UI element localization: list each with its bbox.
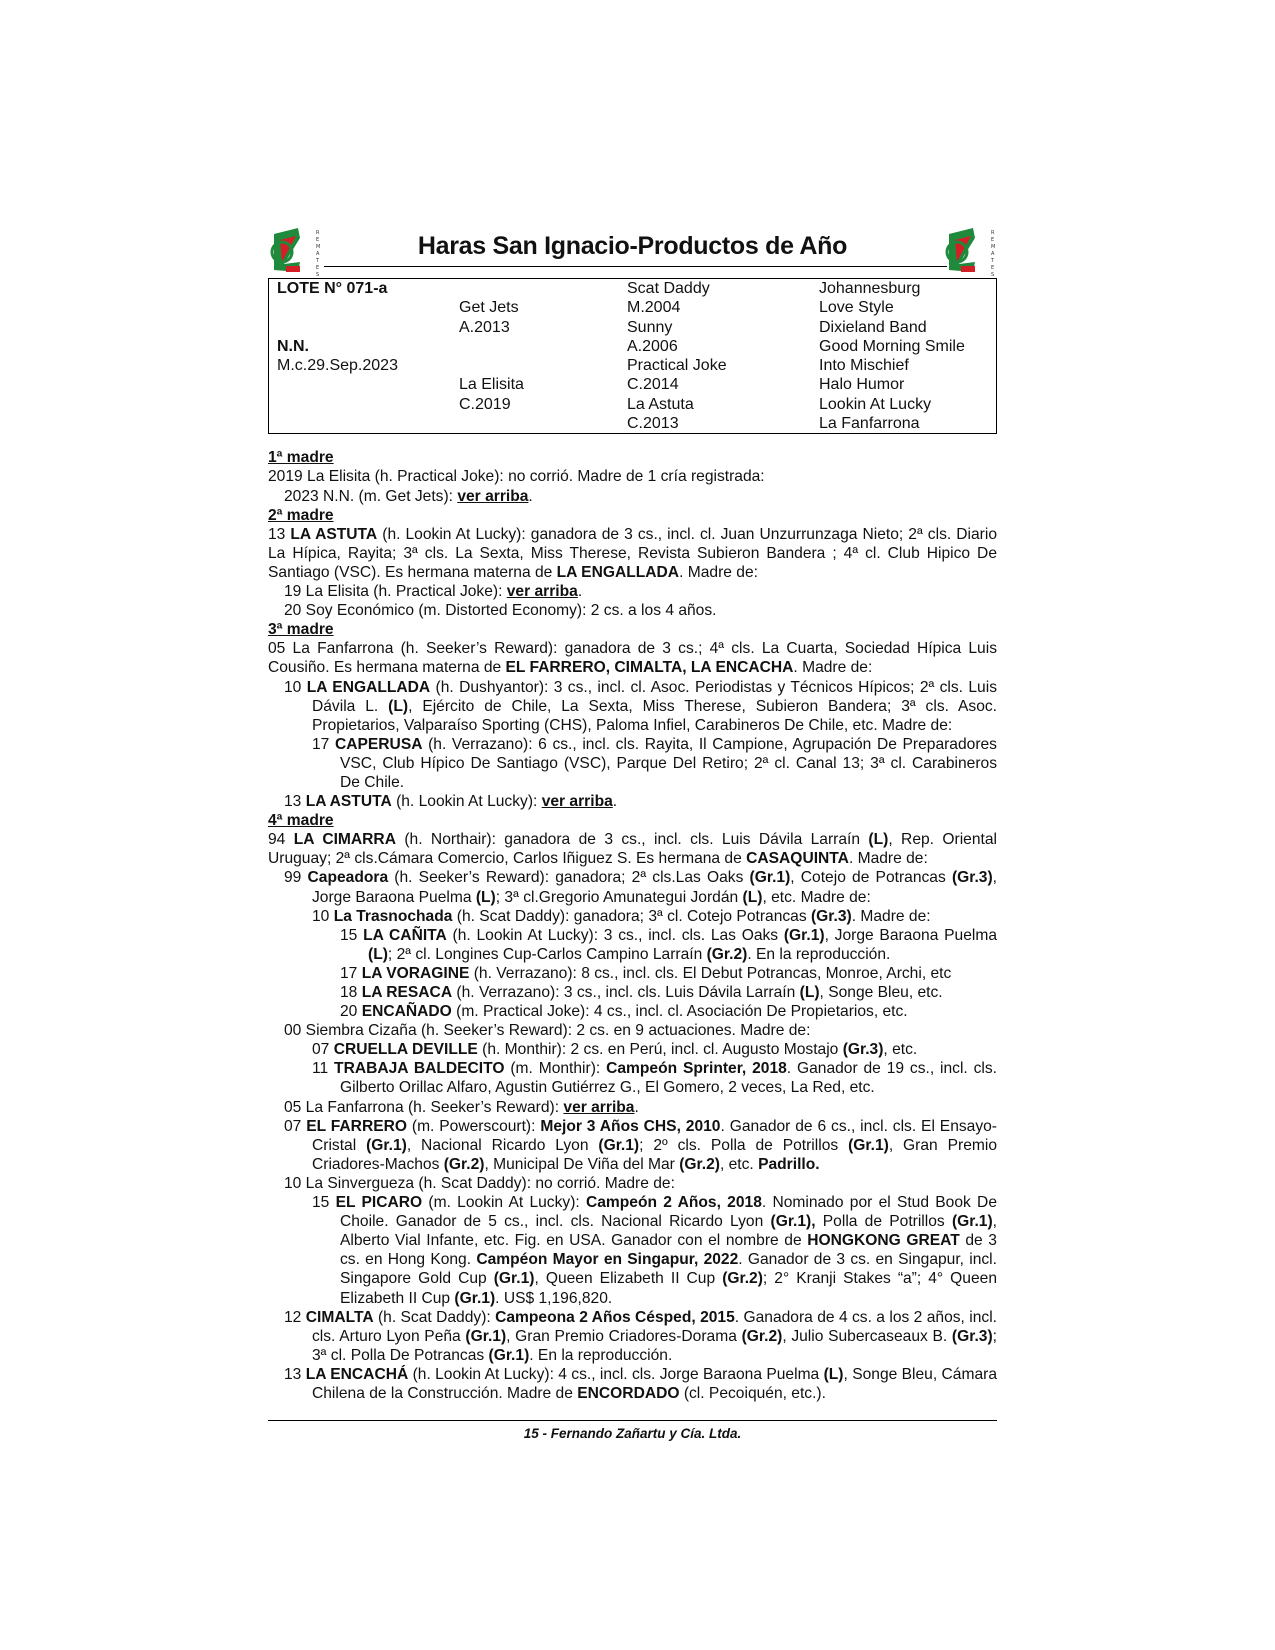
grandparent: Scat Daddy — [627, 280, 710, 297]
section-heading-1: 1ª madre — [268, 449, 334, 467]
great-grandparent: Good Morning Smile — [819, 337, 965, 355]
record-line: 13 LA ASTUTA (h. Lookin At Lucky): ver arriba. — [284, 793, 618, 811]
grandparent-year: C.2013 — [627, 415, 679, 433]
record-line: 94 LA CIMARRA (h. Northair): ganadora de 3 cs., incl. cls. Luis Dávila Larraín (L), Rep. Oriental Uruguay; 2ª cls.Cámara Comercio, Carlos Iñiguez S. Es hermana de CASAQUINTA. Madre de: — [268, 831, 997, 868]
record-line: 07 EL FARRERO (m. Powerscourt): Mejor 3 Años CHS, 2010. Ganador de 6 cs., incl. cls. El Ensayo-Cristal (Gr.1), Nacional Ricardo Lyon (Gr.1); 2º cls. Polla de Potrillos (Gr.1), Gran Premio Criadores-Machos (Gr.2), Municipal De Viña del Mar (Gr.2), etc. Padrillo. — [284, 1117, 997, 1173]
remates-logo — [270, 226, 322, 278]
svg-text:R: R — [991, 230, 995, 236]
pedigree-table — [268, 278, 997, 434]
record-line: 05 La Fanfarrona (h. Seeker’s Reward): ganadora de 3 cs.; 4ª cls. La Cuarta, Sociedad Hípica Luis Cousiño. Es hermana materna de EL FARRERO, CIMALTA, LA ENCACHA. Madre de: — [268, 640, 997, 677]
record-line: 20 Soy Económico (m. Distorted Economy): 2 cs. a los 4 años. — [284, 602, 717, 620]
page-footer: 15 - Fernando Zañartu y Cía. Ltda. — [523, 1426, 742, 1441]
grandparent-year: A.2006 — [627, 337, 678, 355]
great-grandparent: Dixieland Band — [819, 318, 927, 336]
grandparent: La Astuta — [627, 395, 694, 413]
record-line: 10 La Sinvergueza (h. Scat Daddy): no corrió. Madre de: — [284, 1174, 675, 1192]
svg-text:A: A — [991, 251, 995, 257]
svg-text:R: R — [316, 230, 320, 236]
page-title: Haras San Ignacio-Productos de Año — [417, 232, 848, 260]
dam-name: La Elisita — [459, 376, 524, 394]
svg-text:E: E — [316, 265, 320, 271]
record-line: 15 EL PICARO (m. Lookin At Lucky): Campeón 2 Años, 2018. Nominado por el Stud Book De Choile. Ganador de 5 cs., incl. cls. Nacional Ricardo Lyon (Gr.1), Polla de Potrillos (Gr.1), Alberto Vial Infante, etc. Fig. en USA. Ganador con el nombre de HONGKONG GREAT de 3 cs. en Hong Kong. Campéon Mayor en Singapur, 2022. Ganador de 3 cs. en Singapur, incl. Singapore Gold Cup (Gr.1), Queen Elizabeth II Cup (Gr.2); 2° Kranji Stakes “a”; 4° Queen Elizabeth II Cup (Gr.1). US$ 1,196,820. — [312, 1194, 998, 1307]
header — [268, 222, 997, 278]
record-line: 2023 N.N. (m. Get Jets): ver arriba. — [284, 487, 533, 505]
great-grandparent: Johannesburg — [819, 280, 921, 297]
section-heading-2: 2ª madre — [268, 506, 334, 524]
pedigree-col-4 — [819, 279, 996, 433]
grandparent-year: C.2014 — [627, 376, 679, 394]
record-line: 10 La Trasnochada (h. Scat Daddy): ganadora; 3ª cl. Cotejo Potrancas (Gr.3). Madre de: — [312, 907, 931, 925]
record-line: 13 LA ASTUTA (h. Lookin At Lucky): ganadora de 3 cs., incl. cl. Juan Unzurrunzaga Nieto; 2ª cls. Diario La Hípica, Rayita; 3ª cls. La Sexta, Miss Therese, Revista Subieron Bandera ; 4ª cl. Club Hipico De Santiago (VSC). Es hermana materna de LA ENGALLADA. Madre de: — [268, 525, 997, 581]
svg-text:A: A — [316, 251, 320, 257]
dam-year: C.2019 — [459, 395, 511, 413]
title-rule — [324, 266, 947, 267]
record-line: 10 LA ENGALLADA (h. Dushyantor): 3 cs., incl. cl. Asoc. Periodistas y Técnicos Hípicos; 2ª cls. Luis Dávila L. (L), Ejército de Chile, La Sexta, Miss Therese, Subieron Bandera; 3ª cls. Asoc. Propietarios, Valparaíso Sporting (CHS), Paloma Infiel, Carabineros De Chile, etc. Madre de: — [284, 678, 997, 734]
sire-year: A.2013 — [459, 318, 510, 336]
svg-text:T: T — [316, 258, 320, 264]
record-line: 12 CIMALTA (h. Scat Daddy): Campeona 2 Años Césped, 2015. Ganadora de 4 cs. a los 2 años, incl. cls. Arturo Lyon Peña (Gr.1), Gran Premio Criadores-Dorama (Gr.2), Julio Subercaseaux B. (Gr.3); 3ª cl. Polla De Potrancas (Gr.1). En la reproducción. — [284, 1308, 997, 1364]
record-line: 2019 La Elisita (h. Practical Joke): no corrió. Madre de 1 cría registrada: — [268, 468, 765, 486]
record-line: 15 LA CAÑITA (h. Lookin At Lucky): 3 cs., incl. cls. Las Oaks (Gr.1), Jorge Baraona Puelma (L); 2ª cl. Longines Cup-Carlos Campino Larraín (Gr.2). En la reproducción. — [340, 926, 997, 963]
great-grandparent: Into Mischief — [819, 357, 909, 375]
page — [268, 222, 997, 1403]
grandparent-year: M.2004 — [627, 299, 681, 317]
remates-logo — [945, 226, 997, 278]
great-grandparent: Love Style — [819, 299, 894, 317]
section-heading-4: 4ª madre — [268, 812, 334, 830]
svg-text:T: T — [991, 258, 995, 264]
record-line: 17 CAPERUSA (h. Verrazano): 6 cs., incl. cls. Rayita, Il Campione, Agrupación De Preparadores VSC, Club Hípico De Santiago (VSC), Parque Del Retiro; 2ª cl. Canal 13; 3ª cl. Carabineros De Chile. — [312, 735, 997, 791]
record-line: 20 ENCAÑADO (m. Practical Joke): 4 cs., incl. cl. Asociación De Propietarios, etc. — [340, 1003, 908, 1021]
record-line: 07 CRUELLA DEVILLE (h. Monthir): 2 cs. en Perú, incl. cl. Augusto Mostajo (Gr.3), etc. — [312, 1041, 918, 1059]
great-grandparent: Halo Humor — [819, 376, 905, 394]
section-heading-3: 3ª madre — [268, 621, 334, 639]
svg-text:M: M — [991, 244, 996, 250]
great-grandparent: La Fanfarrona — [819, 415, 920, 433]
svg-text:M: M — [316, 244, 321, 250]
pedigree-col-3 — [627, 279, 819, 433]
record-line: 13 LA ENCACHÁ (h. Lookin At Lucky): 4 cs., incl. cls. Jorge Baraona Puelma (L), Songe Bleu, Cámara Chilena de la Construcción. Madre de ENCORDADO (cl. Pecoiquén, etc.). — [284, 1365, 997, 1402]
footer-rule — [268, 1420, 997, 1421]
sire-name: Get Jets — [459, 299, 519, 317]
grandparent: Sunny — [627, 318, 673, 336]
produce-record — [268, 448, 997, 1403]
svg-text:E: E — [991, 237, 995, 243]
svg-text:E: E — [991, 265, 995, 271]
record-line: 11 TRABAJA BALDECITO (m. Monthir): Campeón Sprinter, 2018. Ganador de 19 cs., incl. cls. Gilberto Orillac Alfaro, Agustin Gutiérrez G., El Gomero, 2 veces, La Red, etc. — [312, 1060, 997, 1097]
record-line: 19 La Elisita (h. Practical Joke): ver arriba. — [284, 583, 583, 601]
svg-text:S: S — [991, 272, 995, 278]
record-line: 99 Capeadora (h. Seeker’s Reward): ganadora; 2ª cls.Las Oaks (Gr.1), Cotejo de Potrancas (Gr.3), Jorge Baraona Puelma (L); 3ª cl.Gregorio Amunategui Jordán (L), etc. Madre de: — [284, 869, 998, 906]
lote-number: LOTE N° 071-a — [277, 280, 388, 297]
great-grandparent: Lookin At Lucky — [819, 395, 932, 413]
pedigree-col-2 — [459, 279, 627, 433]
svg-text:S: S — [316, 272, 320, 278]
record-line: 17 LA VORAGINE (h. Verrazano): 8 cs., incl. cls. El Debut Potrancas, Monroe, Archi, etc — [340, 964, 952, 982]
pedigree-col-1 — [269, 279, 459, 433]
record-line: 05 La Fanfarrona (h. Seeker’s Reward): ver arriba. — [284, 1098, 639, 1116]
svg-text:E: E — [316, 237, 320, 243]
grandparent: Practical Joke — [627, 357, 727, 375]
horse-birth: M.c.29.Sep.2023 — [277, 357, 398, 375]
record-line: 00 Siembra Cizaña (h. Seeker’s Reward): 2 cs. en 9 actuaciones. Madre de: — [284, 1022, 811, 1040]
record-line: 18 LA RESACA (h. Verrazano): 3 cs., incl. cls. Luis Dávila Larraín (L), Songe Bleu, etc. — [340, 984, 943, 1001]
horse-name: N.N. — [277, 337, 309, 355]
